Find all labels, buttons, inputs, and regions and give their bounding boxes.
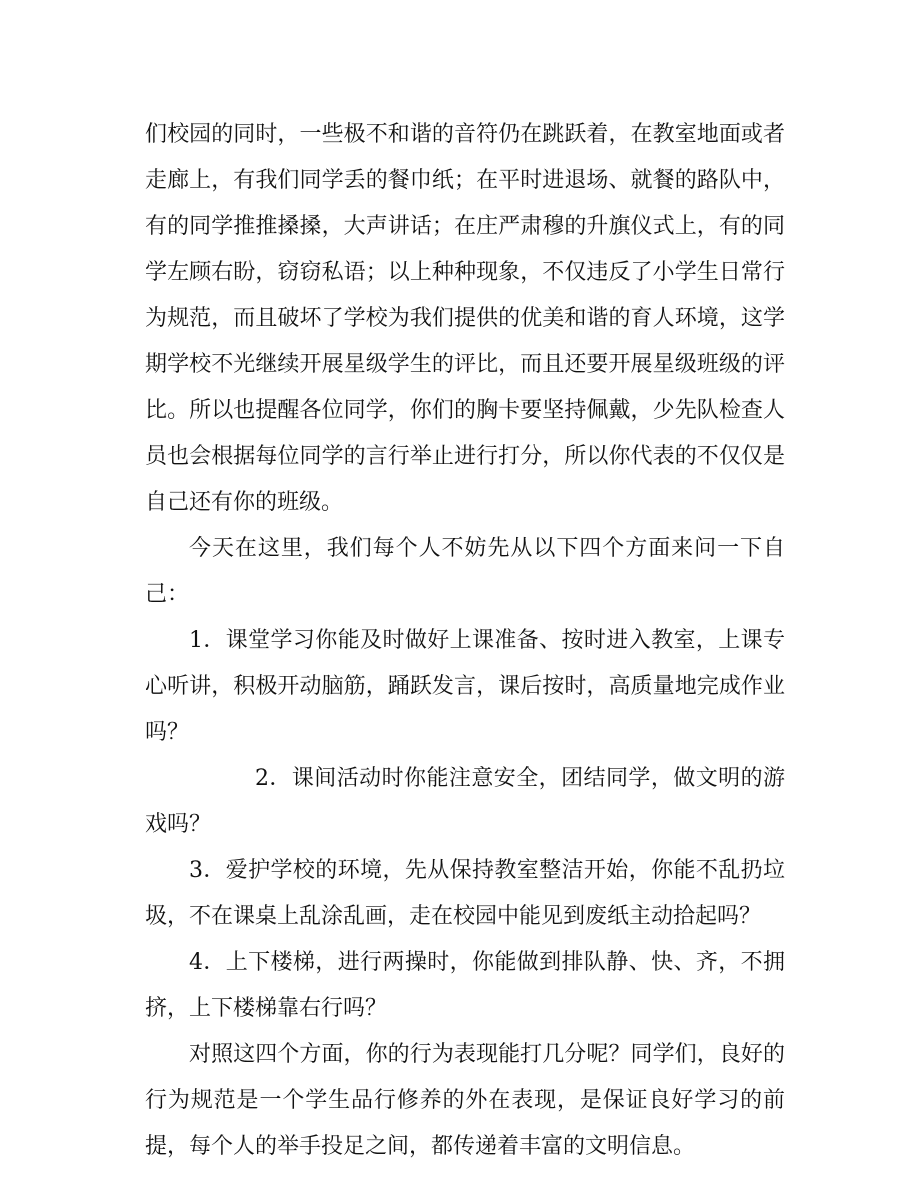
paragraph-intro: 今天在这里，我们每个人不妨先从以下四个方面来问一下自己： — [145, 536, 785, 607]
list-item-3: 3．爱护学校的环境，先从保持教室整洁开始，你能不乱扔垃圾，不在课桌上乱涂乱画，走在校园中能见到废纸主动拾起吗？ — [145, 858, 785, 929]
paragraph-continuation: 们校园的同时，一些极不和谐的音符仍在跳跃着，在教室地面或者走廊上，有我们同学丢的餐巾纸；在平时进退场、就餐的路队中，有的同学推推搡搡，大声讲话；在庄严肃穆的升旗仪式上，有的同学左顾右盼，窃窃私语；以上种种现象，不仅违反了小学生日常行为规范，而且破坏了学校为我们提供的优美和谐的育人环境，这学期学校不光继续开展星级学生的评比，而且还要开展星级班级的评比。所以也提醒各位同学，你们的胸卡要坚持佩戴，少先队检查人员也会根据每位同学的言行举止进行打分，所以你代表的不仅仅是自己还有你的班级。 — [145, 122, 785, 515]
list-item-2: 2．课间活动时你能注意安全，团结同学，做文明的游戏吗？ — [145, 766, 785, 837]
list-item-4: 4．上下楼梯，进行两操时，你能做到排队静、快、齐，不拥挤，上下楼梯靠右行吗？ — [145, 950, 785, 1021]
list-item-1: 1．课堂学习你能及时做好上课准备、按时进入教室，上课专心听讲，积极开动脑筋，踊跃发言，课后按时，高质量地完成作业吗？ — [145, 628, 785, 745]
document-body — [145, 112, 785, 1170]
paragraph-conclusion: 对照这四个方面，你的行为表现能打几分呢？同学们，良好的行为规范是一个学生品行修养的外在表现，是保证良好学习的前提，每个人的举手投足之间，都传递着丰富的文明信息。 — [145, 1042, 785, 1159]
